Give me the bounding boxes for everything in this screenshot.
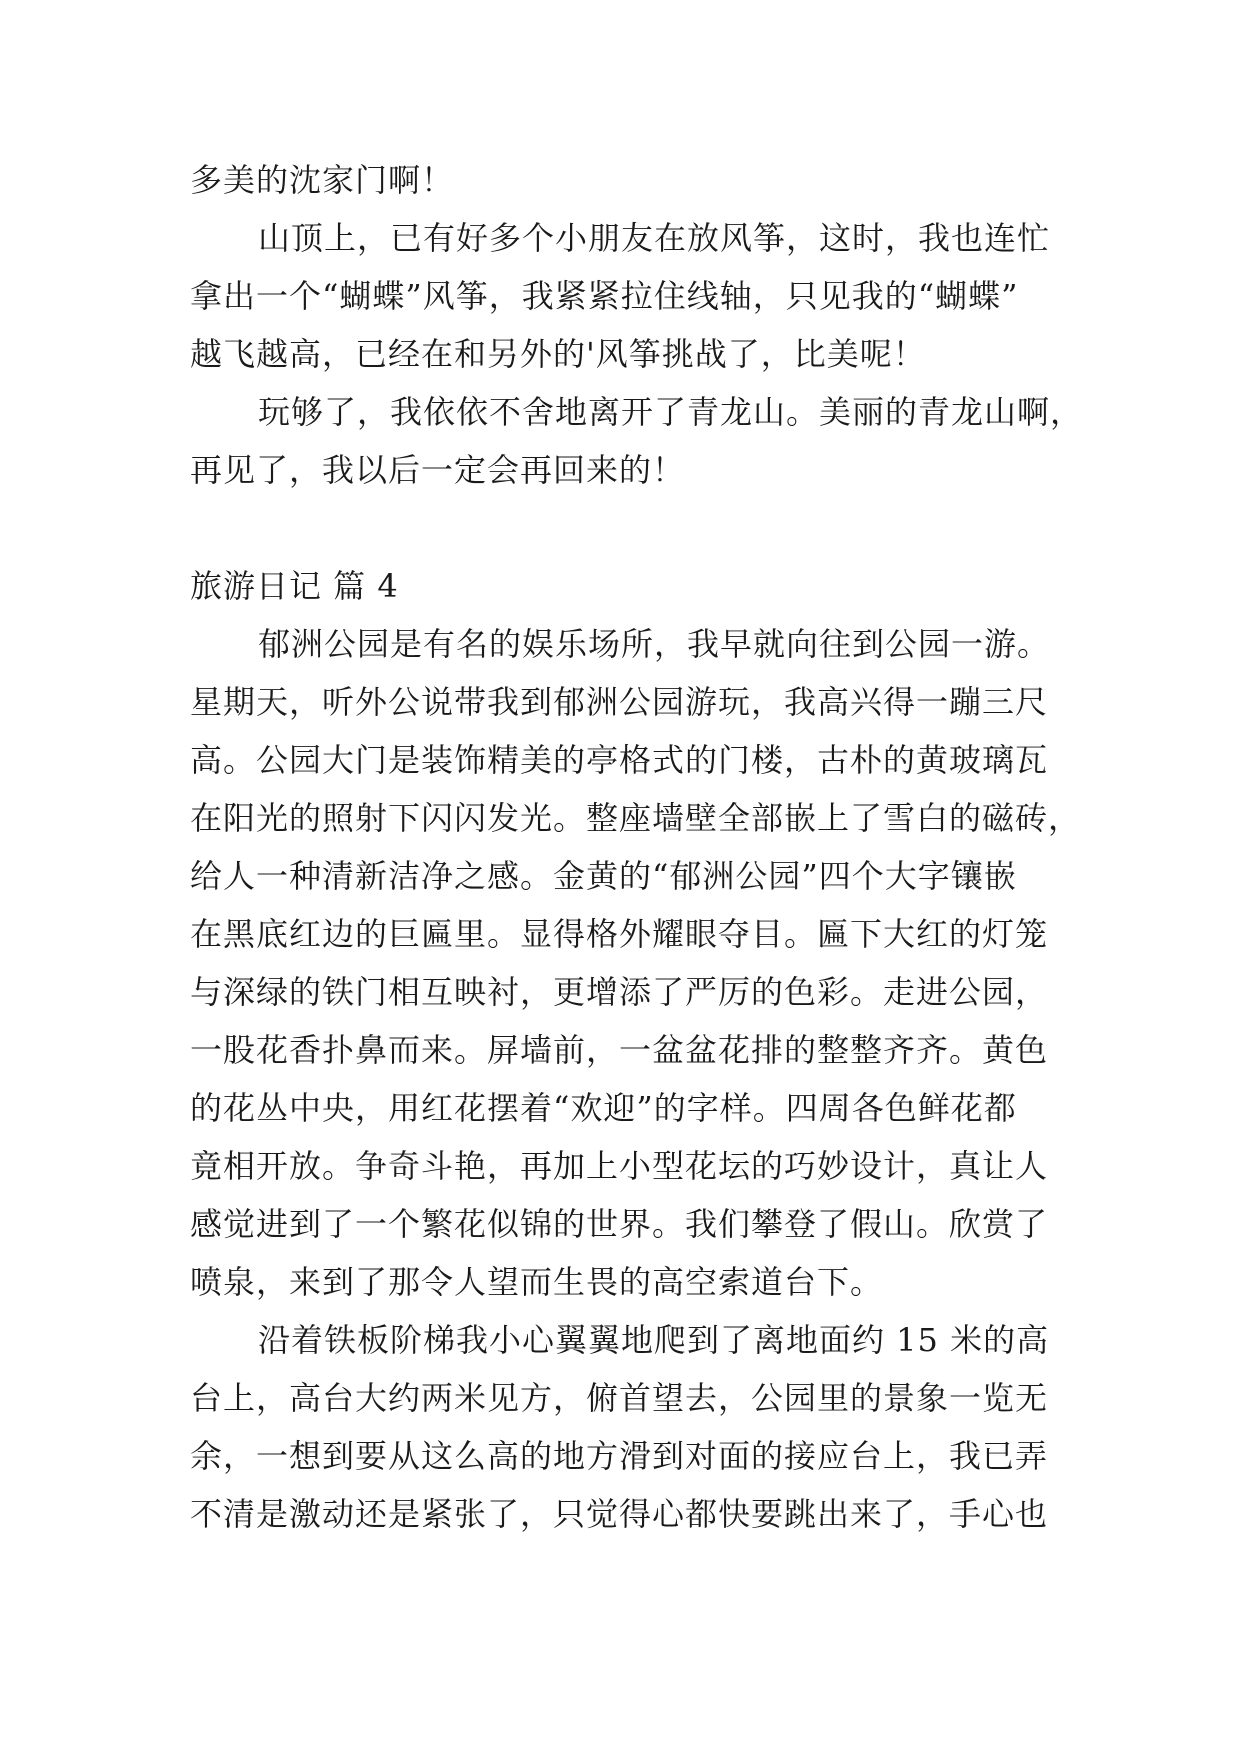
text-line: 拿出一个“蝴蝶”风筝，我紧紧拉住线轴，只见我的“蝴蝶” <box>190 277 1019 315</box>
text-line: 多美的沈家门啊！ <box>190 161 455 199</box>
text-line: 玩够了，我依依不舍地离开了青龙山。美丽的青龙山啊， <box>258 393 1084 431</box>
text-line: 喷泉，来到了那令人望而生畏的高空索道台下。 <box>190 1263 884 1301</box>
text-line: 与深绿的铁门相互映衬，更增添了严厉的色彩。走进公园， <box>190 973 1049 1011</box>
text-line: 台上，高台大约两米见方，俯首望去，公园里的景象一览无 <box>190 1379 1049 1417</box>
text-line: 不清是激动还是紧张了，只觉得心都快要跳出来了，手心也 <box>190 1495 1049 1533</box>
text-line: 在黑底红边的巨匾里。显得格外耀眼夺目。匾下大红的灯笼 <box>190 915 1049 953</box>
text-line: 沿着铁板阶梯我小心翼翼地爬到了离地面约 15 米的高 <box>258 1321 1050 1359</box>
text-line: 星期天，听外公说带我到郁洲公园游玩，我高兴得一蹦三尺 <box>190 683 1049 721</box>
text-line: 的花丛中央，用红花摆着“欢迎”的字样。四周各色鲜花都 <box>190 1089 1017 1127</box>
text-line: 竟相开放。争奇斗艳，再加上小型花坛的巧妙设计，真让人 <box>190 1147 1049 1185</box>
text-line: 越飞越高，已经在和另外的'风筝挑战了，比美呢！ <box>190 335 926 373</box>
section-title: 旅游日记 篇 4 <box>190 567 399 605</box>
document-page <box>190 160 1084 1534</box>
text-line: 余，一想到要从这么高的地方滑到对面的接应台上，我已弄 <box>190 1437 1049 1475</box>
text-line: 在阳光的照射下闪闪发光。整座墙壁全部嵌上了雪白的磁砖， <box>190 799 1082 837</box>
text-line: 给人一种清新洁净之感。金黄的“郁洲公园”四个大字镶嵌 <box>190 857 1017 895</box>
text-line: 一股花香扑鼻而来。屏墙前，一盆盆花排的整整齐齐。黄色 <box>190 1031 1049 1069</box>
text-line: 郁洲公园是有名的娱乐场所，我早就向往到公园一游。 <box>258 625 1051 663</box>
text-line: 再见了，我以后一定会再回来的！ <box>190 451 686 489</box>
text-line: 感觉进到了一个繁花似锦的世界。我们攀登了假山。欣赏了 <box>190 1205 1049 1243</box>
text-line: 山顶上，已有好多个小朋友在放风筝，这时，我也连忙 <box>258 219 1051 257</box>
text-line: 高。公园大门是装饰精美的亭格式的门楼，古朴的黄玻璃瓦 <box>190 741 1049 779</box>
